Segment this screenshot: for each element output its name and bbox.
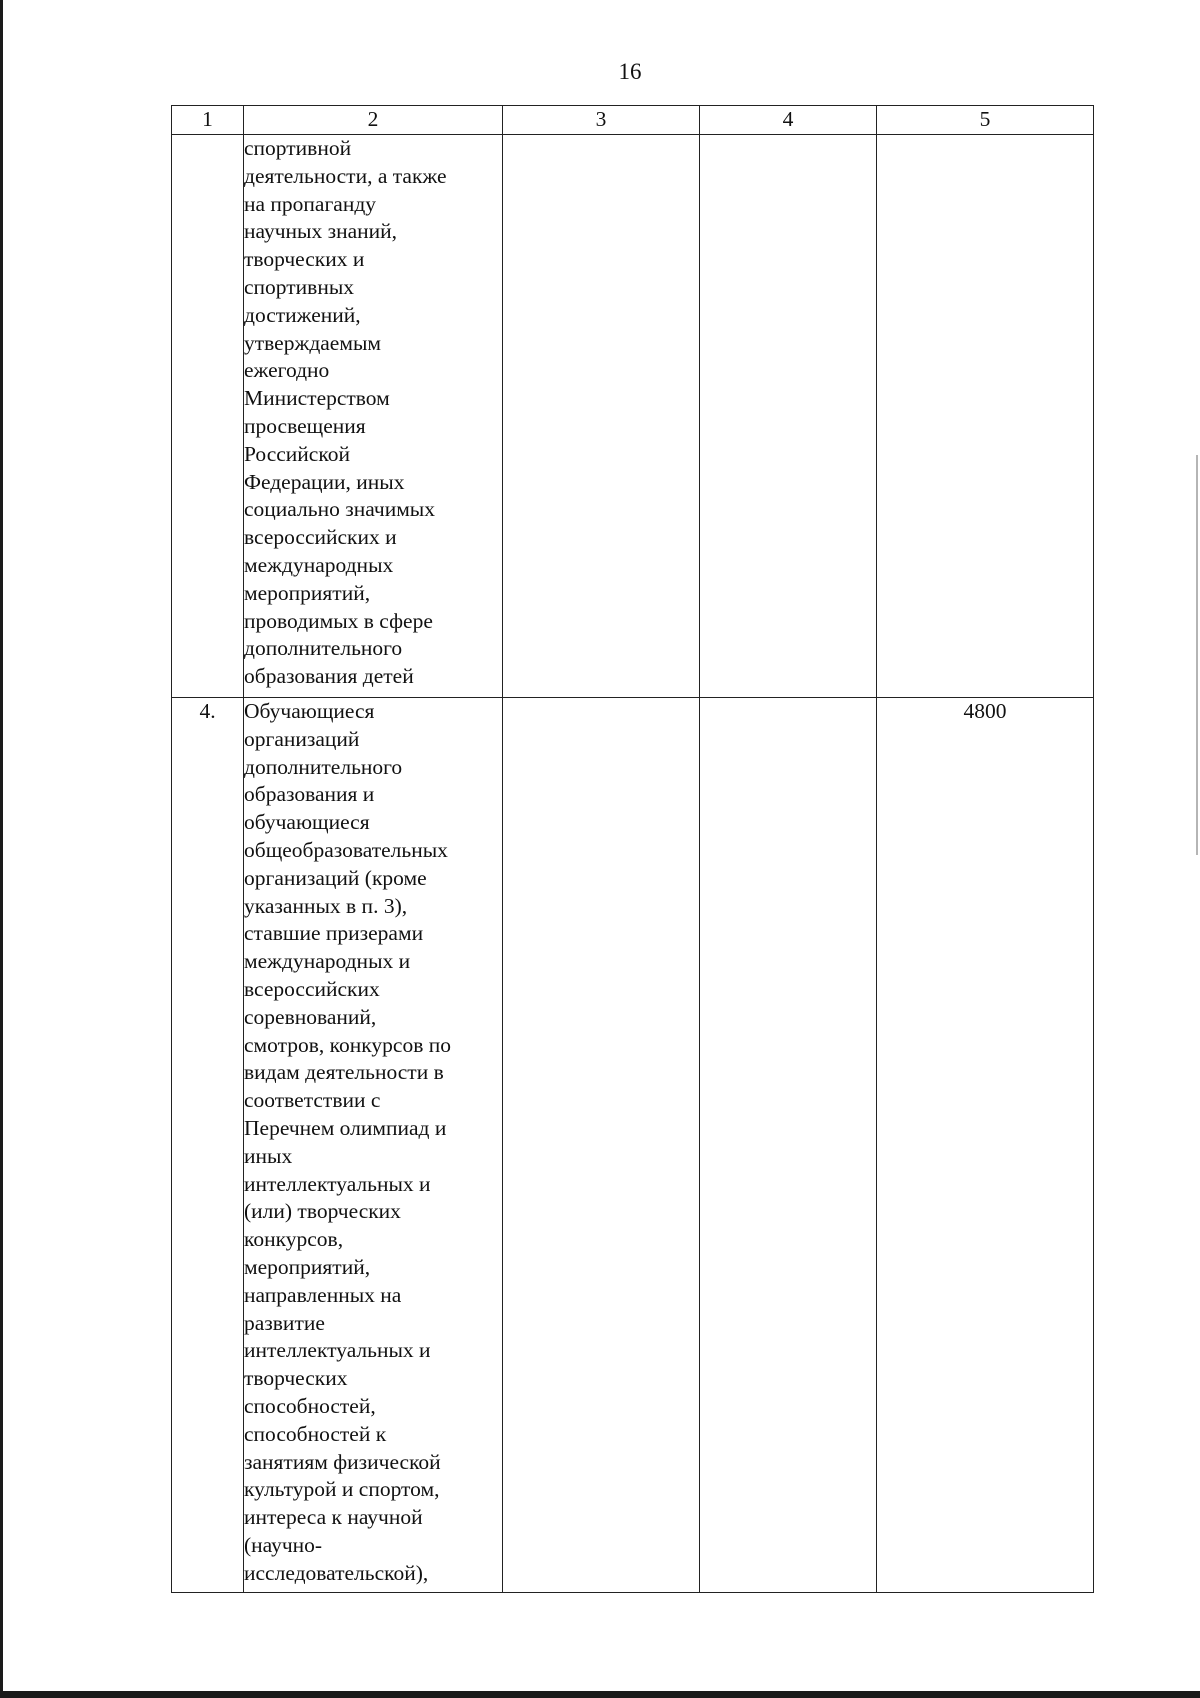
row-description-cell (244, 698, 503, 1593)
row-col3-cell (503, 135, 700, 698)
row-number-cell (172, 135, 244, 698)
table-header-row (172, 106, 1094, 135)
row-description-cell (244, 135, 503, 698)
header-cell-3: 3 (503, 106, 700, 135)
row-col3-cell (503, 698, 700, 1593)
table-row (172, 698, 1094, 1593)
row-description-text: Обучающиеся организаций дополнительного образования и обучающиеся общеобразовательных организаций (кроме указанных в п. 3), ставшие призерами международных и всероссийских соревнований, смотров, конкурсов по видам деятельности в соответствии с Перечнем олимпиад и иных интеллектуальных и (или) творческих конкурсов, мероприятий, направленных на развитие интеллектуальных и творческих способностей, способностей к занятиям физической культурой и спортом, интереса к научной (научно- исследовательской), (244, 699, 452, 1585)
row-col4-cell (700, 135, 877, 698)
row-col5-cell: 4800 (877, 698, 1094, 1593)
header-cell-2: 2 (244, 106, 503, 135)
document-table (171, 105, 1094, 1593)
scan-edge-right-mark (1196, 455, 1198, 855)
header-cell-5: 5 (877, 106, 1094, 135)
scan-edge-bottom (0, 1691, 1200, 1698)
row-col5-cell (877, 135, 1094, 698)
row-col4-cell (700, 698, 877, 1593)
header-cell-4: 4 (700, 106, 877, 135)
header-cell-1: 1 (172, 106, 244, 135)
page-number: 16 (618, 59, 642, 84)
table-row (172, 135, 1094, 698)
scan-edge-left (0, 0, 3, 1698)
row-description-text: спортивной деятельности, а также на пропаганду научных знаний, творческих и спортивных достижений, утверждаемым ежегодно Министерством просвещения Российской Федерации, иных социально значимых всероссийских и международных мероприятий, проводимых в сфере дополнительного образования детей (244, 136, 447, 689)
row-number-cell: 4. (172, 698, 244, 1593)
